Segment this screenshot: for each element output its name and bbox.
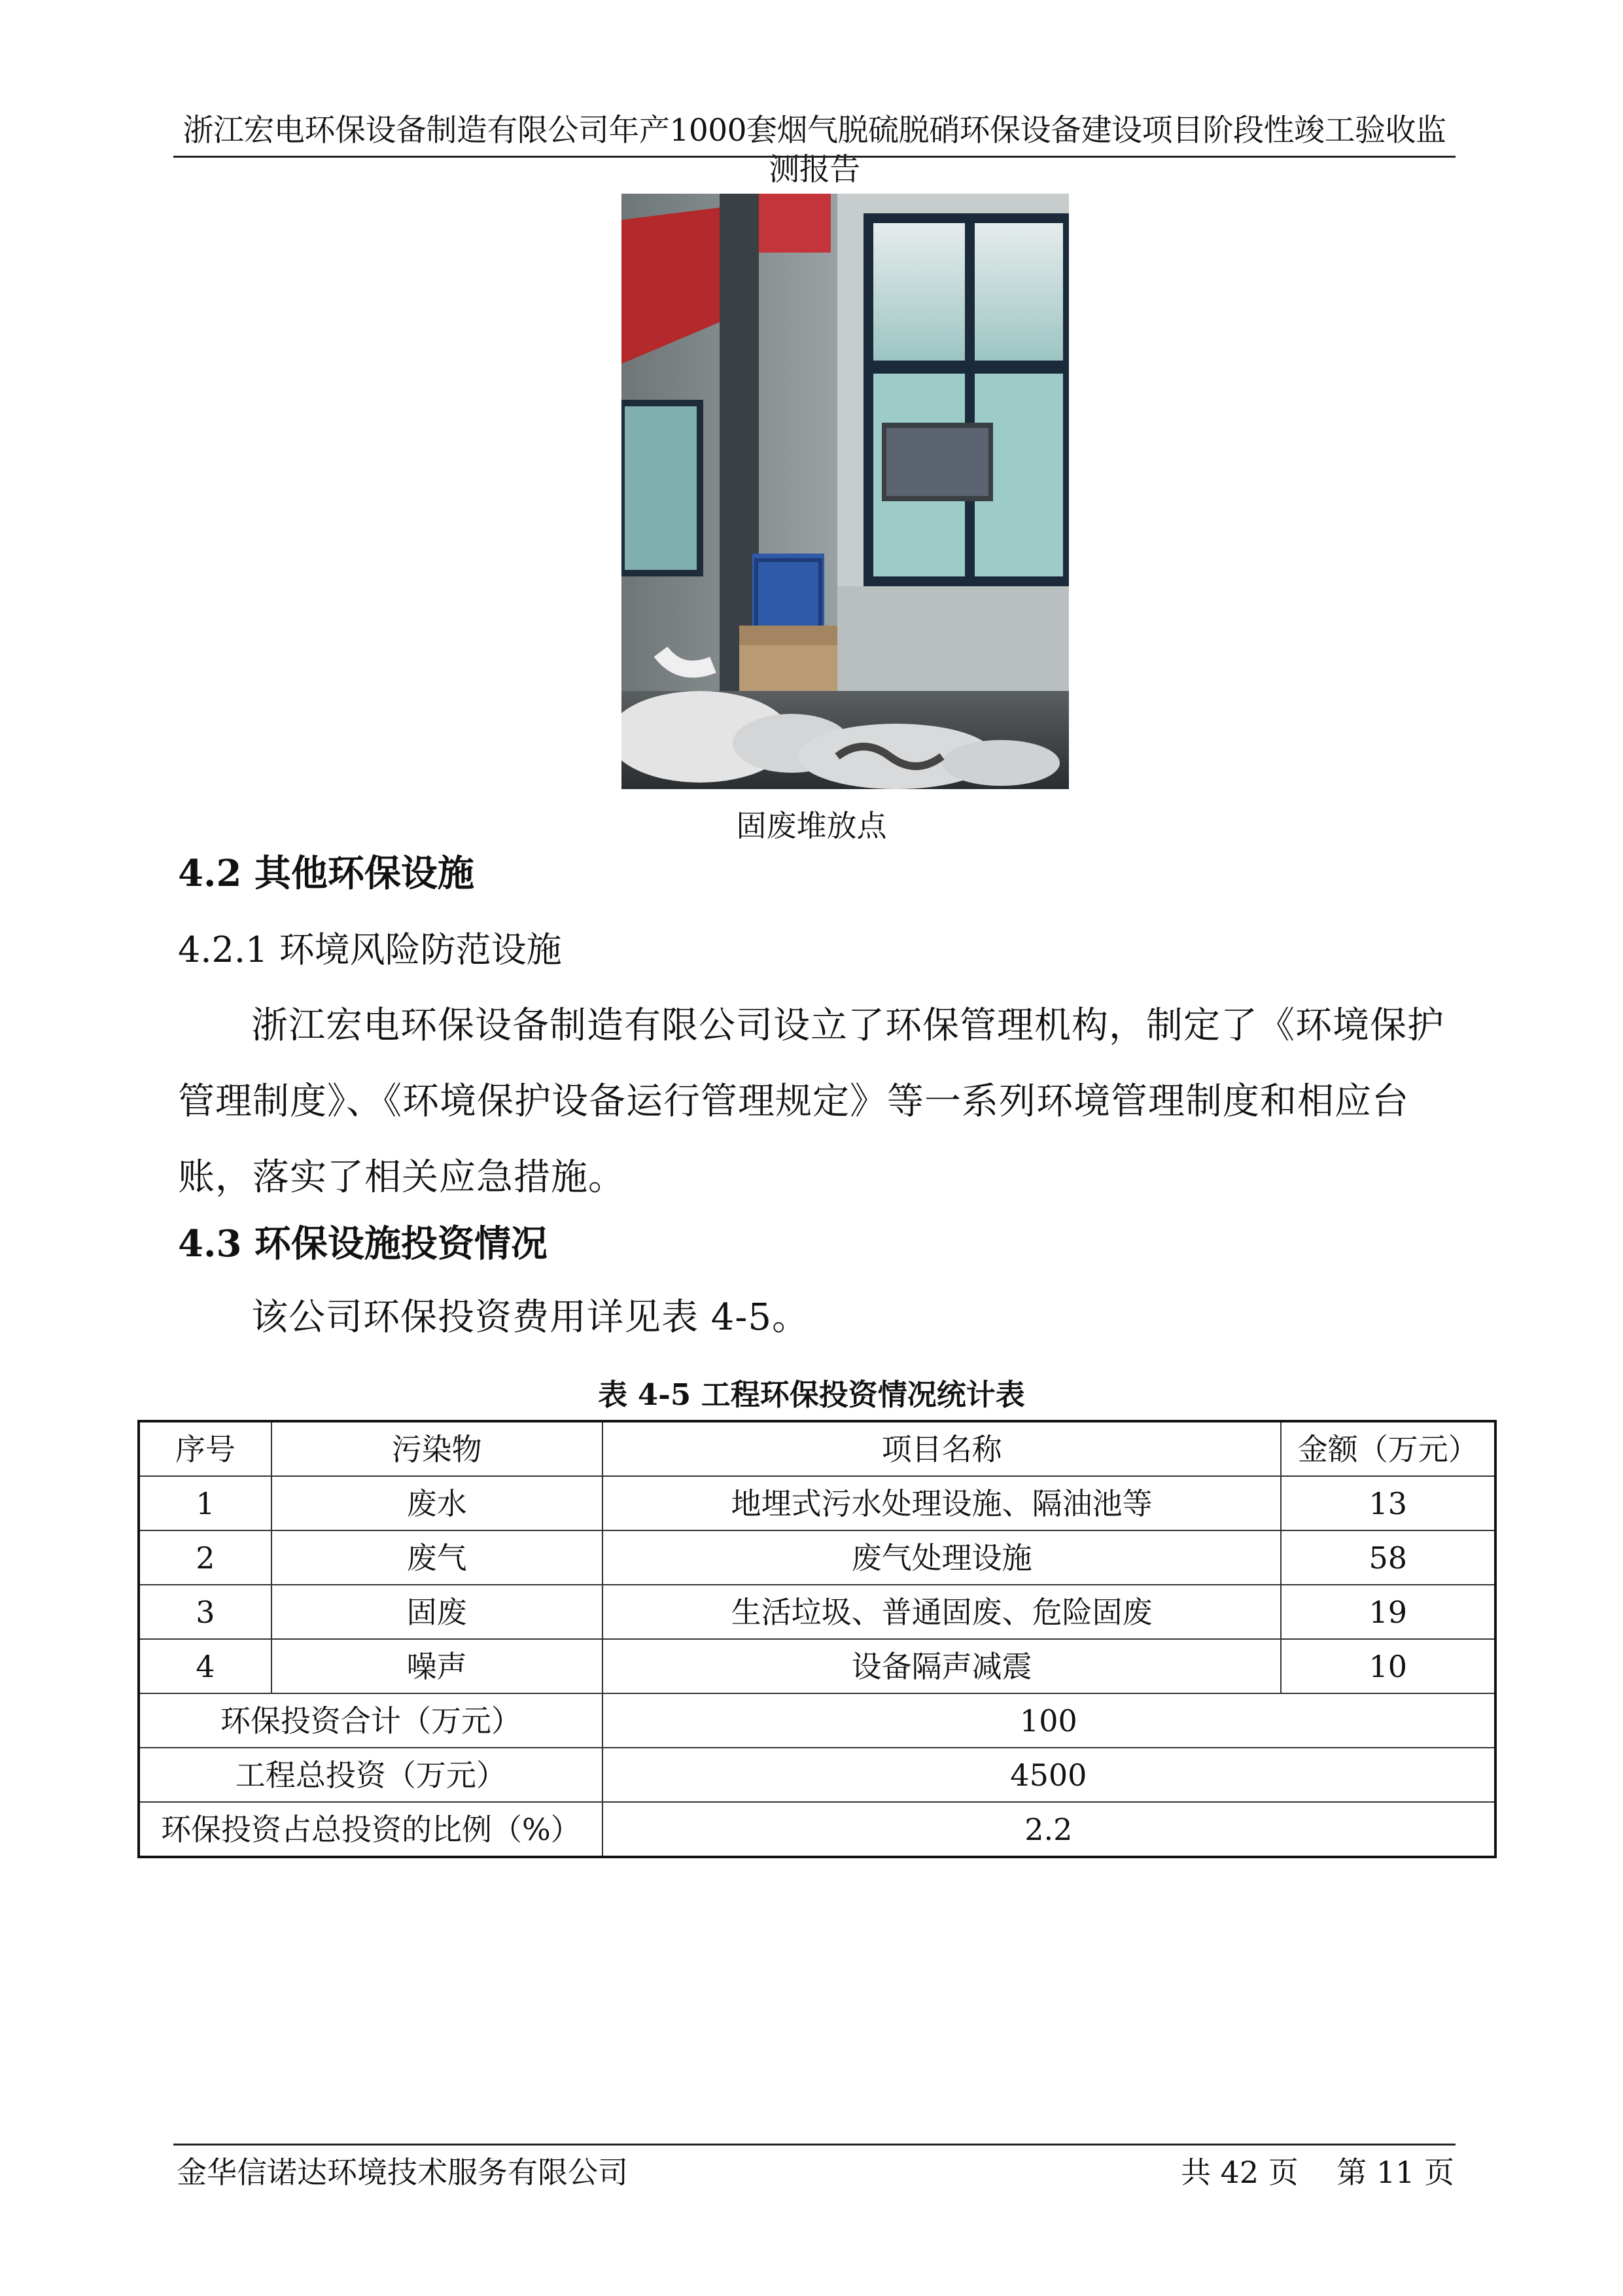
table-cell: 4 [139,1639,271,1693]
investment-table [137,1420,1497,1858]
table-cell: 废水 [271,1476,602,1530]
header-divider [173,156,1456,158]
table-row [139,1530,1495,1585]
investment-intro-paragraph: 该公司环保投资费用详见表 4-5。 [251,1296,809,1339]
summary-value: 2.2 [602,1802,1495,1857]
table-caption: 表 4-5 工程环保投资情况统计表 [598,1377,1025,1412]
summary-row [139,1802,1495,1857]
summary-label: 工程总投资（万元） [139,1748,602,1802]
risk-prevention-paragraph: 浙江宏电环保设备制造有限公司设立了环保管理机构，制定了《环境保护管理制度》、《环境保护设备运行管理规定》等一系列环境管理制度和相应台账，落实了相关应急措施。 [178,1004,1444,1199]
table-cell: 58 [1281,1530,1495,1585]
table-header-cell: 污染物 [271,1421,602,1476]
table-cell: 13 [1281,1476,1495,1530]
table-cell: 噪声 [271,1639,602,1693]
footer-company: 金华信诺达环境技术服务有限公司 [177,2155,628,2190]
section-4-2-heading: 4.2 其他环保设施 [178,852,474,895]
summary-value: 100 [602,1693,1495,1748]
table-row [139,1639,1495,1693]
summary-label: 环保投资合计（万元） [139,1693,602,1748]
table-cell: 设备隔声减震 [602,1639,1282,1693]
section-4-2-1-heading: 4.2.1 环境风险防范设施 [178,929,562,970]
table-row [139,1585,1495,1639]
table-header-cell: 序号 [139,1421,271,1476]
section-4-3-heading: 4.3 环保设施投资情况 [178,1222,548,1265]
table-cell: 固废 [271,1585,602,1639]
footer-divider [173,2144,1456,2146]
photo-caption: 固废堆放点 [736,808,887,843]
summary-value: 4500 [602,1748,1495,1802]
footer-page-info: 共 42 页 第 11 页 [1180,2155,1454,2190]
table-cell: 3 [139,1585,271,1639]
table-cell: 2 [139,1530,271,1585]
page-header-title: 浙江宏电环保设备制造有限公司年产1000套烟气脱硫脱硝环保设备建设项目阶段性竣工验收监测报告 [183,113,1446,188]
table-row [139,1476,1495,1530]
table-cell: 地埋式污水处理设施、隔油池等 [602,1476,1282,1530]
table-cell: 废气处理设施 [602,1530,1282,1585]
summary-label: 环保投资占总投资的比例（%） [139,1802,602,1857]
table-header-cell: 项目名称 [602,1421,1282,1476]
table-header-row [139,1421,1495,1476]
table-cell: 生活垃圾、普通固废、危险固废 [602,1585,1282,1639]
table-cell: 10 [1281,1639,1495,1693]
solid-waste-storage-photo [621,194,1069,789]
summary-row [139,1693,1495,1748]
table-header-cell: 金额（万元） [1281,1421,1495,1476]
table-cell: 废气 [271,1530,602,1585]
table-cell: 19 [1281,1585,1495,1639]
table-cell: 1 [139,1476,271,1530]
summary-row [139,1748,1495,1802]
